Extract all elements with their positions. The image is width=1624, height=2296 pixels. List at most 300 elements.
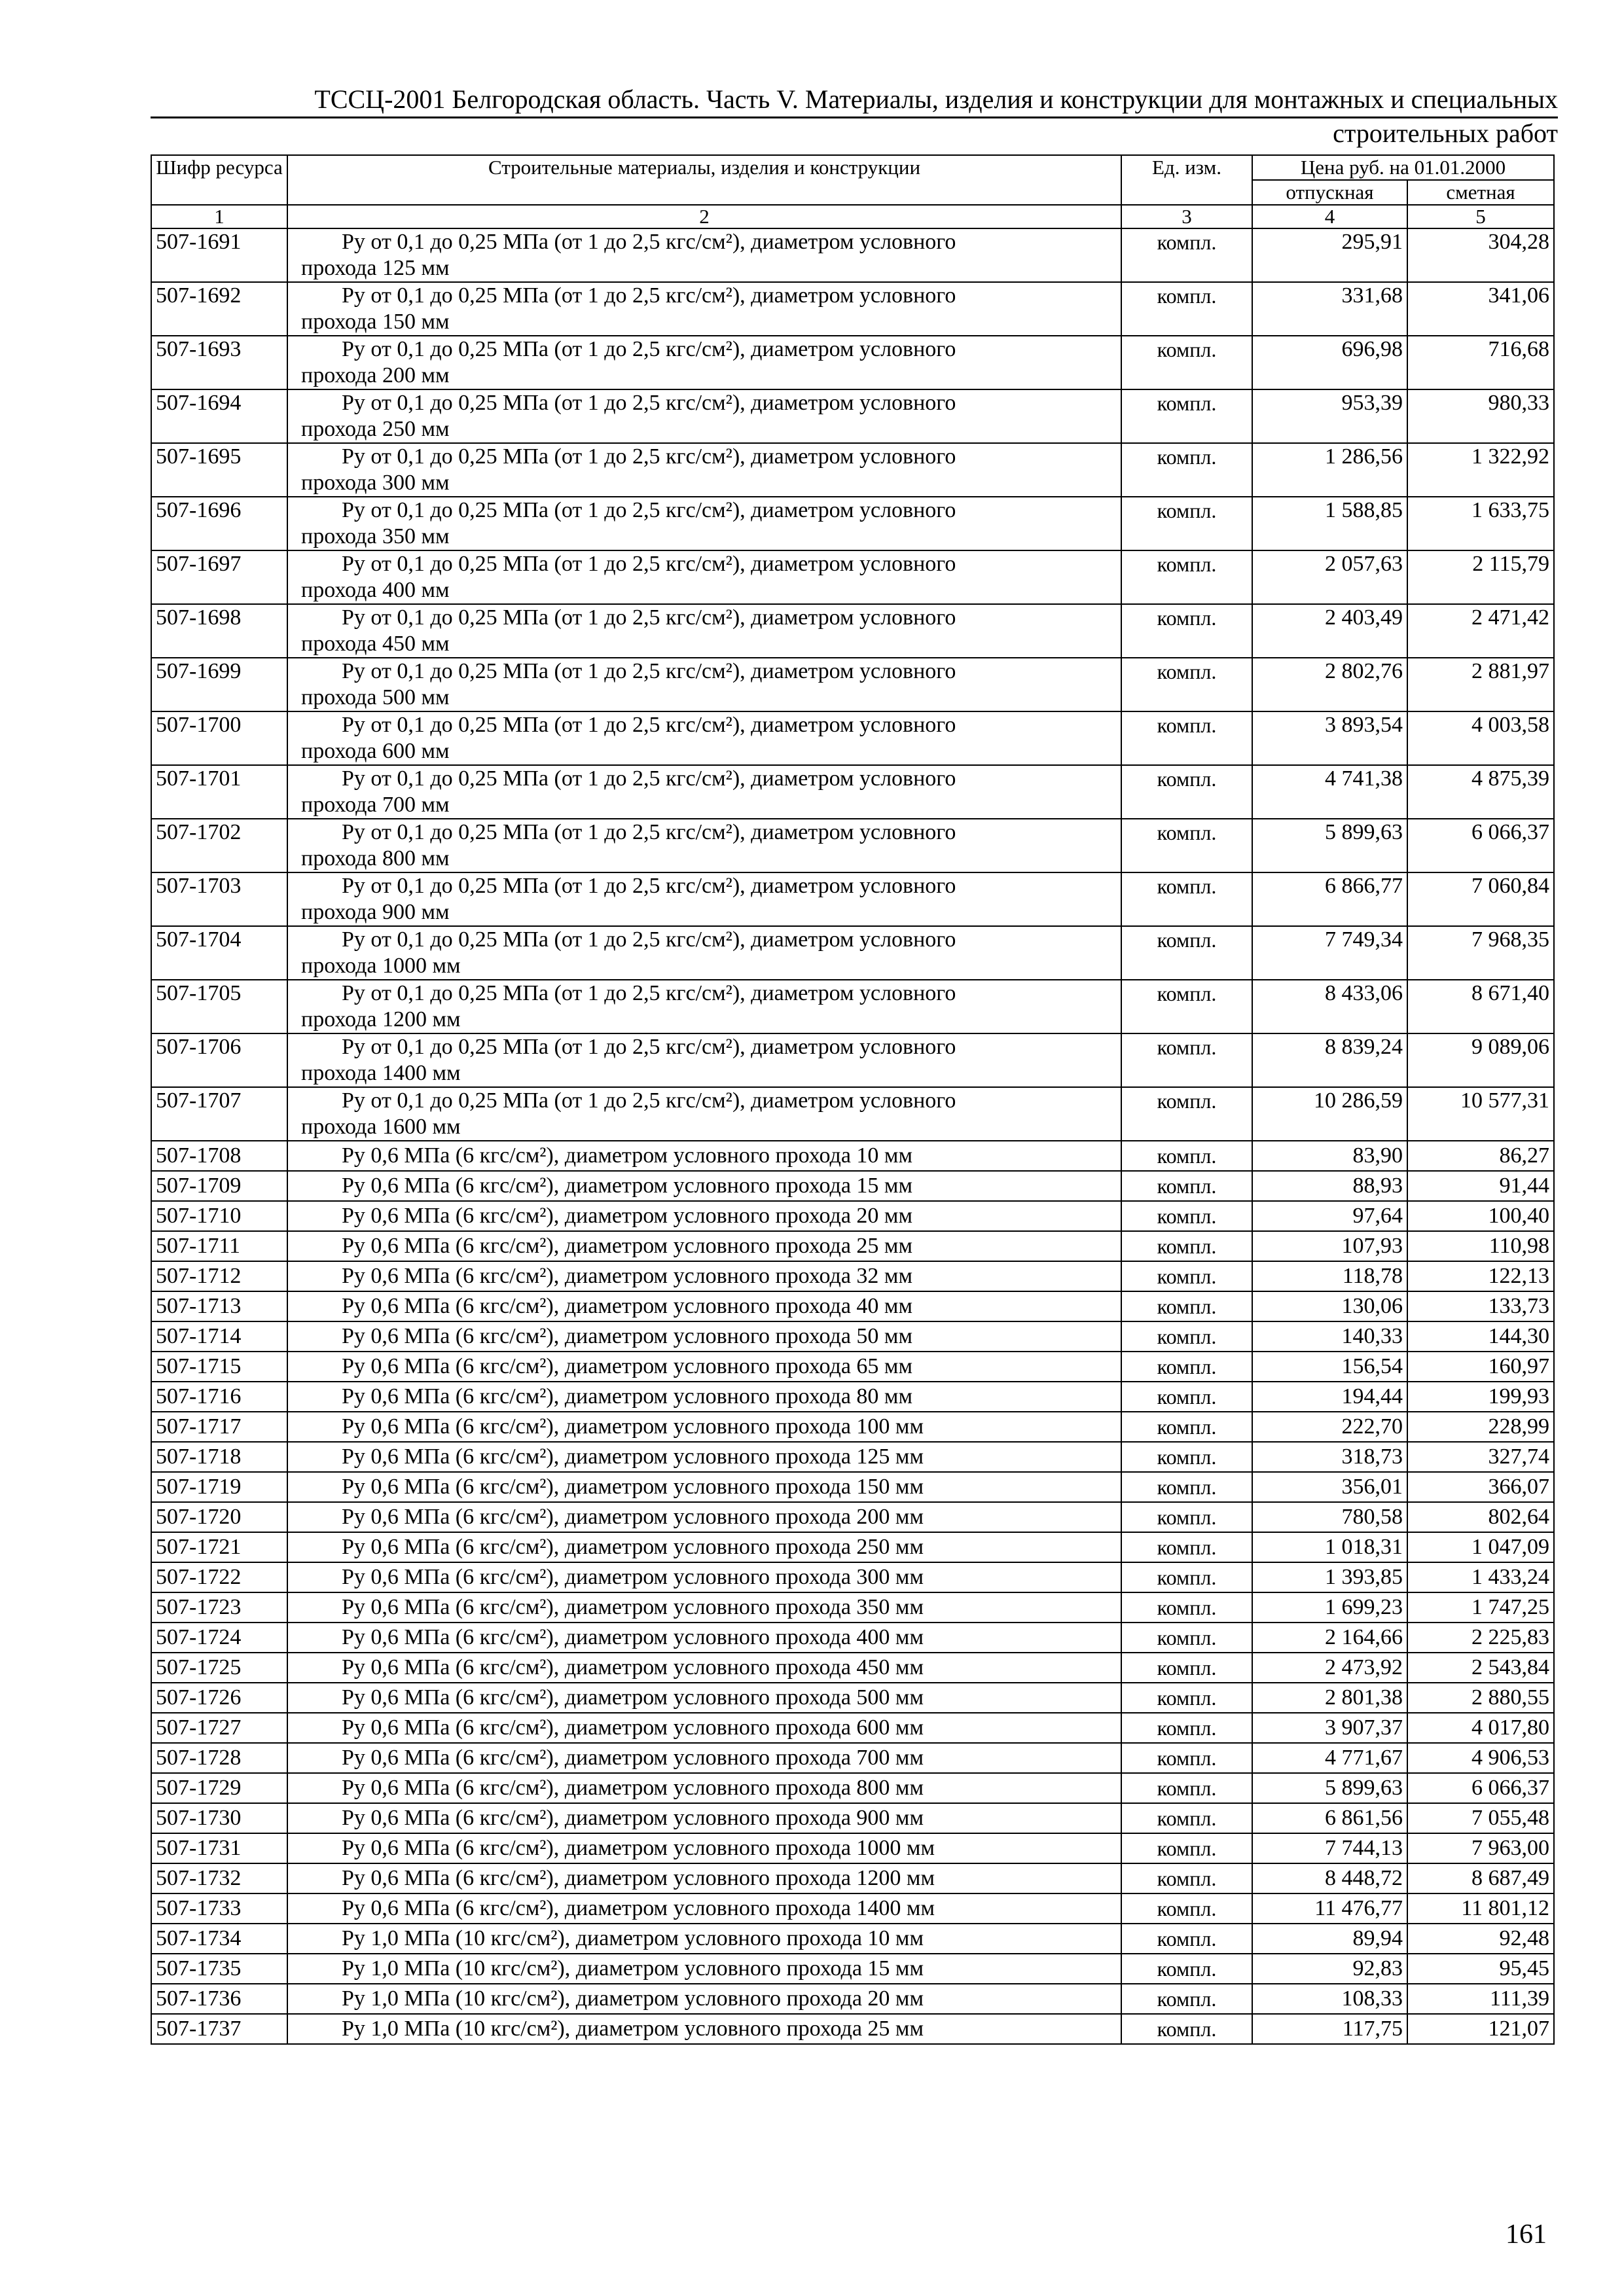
- estimate-price: 6 066,37: [1407, 1773, 1554, 1803]
- table-row: [151, 1863, 1554, 1893]
- resource-code: 507-1716: [151, 1382, 287, 1412]
- unit-of-measure: компл.: [1121, 711, 1252, 765]
- table-row: [151, 1893, 1554, 1924]
- resource-code: 507-1730: [151, 1803, 287, 1833]
- resource-code: 507-1715: [151, 1352, 287, 1382]
- resource-code: 507-1697: [151, 550, 287, 604]
- table-row: [151, 1562, 1554, 1592]
- table-row: [151, 1502, 1554, 1532]
- table-row: [151, 872, 1554, 926]
- unit-of-measure: компл.: [1121, 1502, 1252, 1532]
- unit-of-measure: компл.: [1121, 1261, 1252, 1291]
- table-row: [151, 2014, 1554, 2044]
- release-price: 5 899,63: [1252, 1773, 1407, 1803]
- header-release-price: отпускная: [1252, 180, 1407, 205]
- column-number: 2: [287, 205, 1121, 228]
- description-line: Ру 0,6 МПа (6 кгс/см²), диаметром условного прохода 150 мм: [342, 1475, 924, 1499]
- header-title-continued: строительных работ: [1333, 118, 1558, 148]
- estimate-price: 133,73: [1407, 1291, 1554, 1321]
- description-line: Ру 0,6 МПа (6 кгс/см²), диаметром условного прохода 300 мм: [342, 1565, 924, 1589]
- release-price: 88,93: [1252, 1171, 1407, 1201]
- table-body: [151, 228, 1554, 2044]
- release-price: 780,58: [1252, 1502, 1407, 1532]
- description-line: Ру 0,6 МПа (6 кгс/см²), диаметром условного прохода 40 мм: [342, 1294, 912, 1318]
- unit-of-measure: компл.: [1121, 926, 1252, 980]
- description-line: Ру 0,6 МПа (6 кгс/см²), диаметром условного прохода 250 мм: [342, 1535, 924, 1559]
- estimate-price: 1 047,09: [1407, 1532, 1554, 1562]
- table-header-row: [151, 155, 1554, 180]
- description-line: Ру 0,6 МПа (6 кгс/см²), диаметром условного прохода 350 мм: [342, 1595, 924, 1619]
- unit-of-measure: компл.: [1121, 1382, 1252, 1412]
- description-line-continued: прохода 900 мм: [301, 900, 450, 924]
- material-description: [287, 819, 1121, 872]
- material-description: [287, 1833, 1121, 1863]
- description-line: Ру 1,0 МПа (10 кгс/см²), диаметром условного прохода 15 мм: [342, 1956, 924, 1981]
- material-description: [287, 1291, 1121, 1321]
- unit-of-measure: компл.: [1121, 336, 1252, 389]
- unit-of-measure: компл.: [1121, 1833, 1252, 1863]
- column-number: 1: [151, 205, 287, 228]
- unit-of-measure: компл.: [1121, 1683, 1252, 1713]
- table-row: [151, 1261, 1554, 1291]
- release-price: 10 286,59: [1252, 1087, 1407, 1141]
- description-line-continued: прохода 150 мм: [301, 310, 450, 334]
- unit-of-measure: компл.: [1121, 1623, 1252, 1653]
- release-price: 89,94: [1252, 1924, 1407, 1954]
- release-price: 130,06: [1252, 1291, 1407, 1321]
- unit-of-measure: компл.: [1121, 1893, 1252, 1924]
- estimate-price: 2 543,84: [1407, 1653, 1554, 1683]
- table-row: [151, 1442, 1554, 1472]
- material-description: [287, 872, 1121, 926]
- resource-code: 507-1734: [151, 1924, 287, 1954]
- description-line: Ру от 0,1 до 0,25 МПа (от 1 до 2,5 кгс/см²), диаметром условного: [342, 927, 956, 952]
- estimate-price: 100,40: [1407, 1201, 1554, 1231]
- material-description: [287, 1623, 1121, 1653]
- table-row: [151, 1033, 1554, 1087]
- material-description: [287, 389, 1121, 443]
- resource-code: 507-1722: [151, 1562, 287, 1592]
- description-line: Ру 1,0 МПа (10 кгс/см²), диаметром условного прохода 10 мм: [342, 1926, 924, 1950]
- unit-of-measure: компл.: [1121, 980, 1252, 1033]
- resource-code: 507-1724: [151, 1623, 287, 1653]
- header-unit: Ед. изм.: [1121, 155, 1252, 205]
- estimate-price: 10 577,31: [1407, 1087, 1554, 1141]
- resource-code: 507-1733: [151, 1893, 287, 1924]
- unit-of-measure: компл.: [1121, 1653, 1252, 1683]
- description-line: Ру от 0,1 до 0,25 МПа (от 1 до 2,5 кгс/см²), диаметром условного: [342, 766, 956, 791]
- estimate-price: 144,30: [1407, 1321, 1554, 1352]
- release-price: 8 433,06: [1252, 980, 1407, 1033]
- release-price: 118,78: [1252, 1261, 1407, 1291]
- material-description: [287, 926, 1121, 980]
- resource-code: 507-1720: [151, 1502, 287, 1532]
- description-line: Ру 0,6 МПа (6 кгс/см²), диаметром условного прохода 500 мм: [342, 1685, 924, 1710]
- estimate-price: 1 747,25: [1407, 1592, 1554, 1623]
- table-row: [151, 1773, 1554, 1803]
- unit-of-measure: компл.: [1121, 1321, 1252, 1352]
- estimate-price: 1 633,75: [1407, 497, 1554, 550]
- unit-of-measure: компл.: [1121, 1087, 1252, 1141]
- material-description: [287, 1442, 1121, 1472]
- unit-of-measure: компл.: [1121, 2014, 1252, 2044]
- material-description: [287, 1033, 1121, 1087]
- table-row: [151, 1321, 1554, 1352]
- resource-code: 507-1725: [151, 1653, 287, 1683]
- unit-of-measure: компл.: [1121, 1803, 1252, 1833]
- release-price: 194,44: [1252, 1382, 1407, 1412]
- page-number: 161: [1506, 2219, 1547, 2250]
- table-row: [151, 1924, 1554, 1954]
- description-line-continued: прохода 600 мм: [301, 739, 450, 763]
- estimate-price: 4 017,80: [1407, 1713, 1554, 1743]
- material-description: [287, 1954, 1121, 1984]
- resource-code: 507-1729: [151, 1773, 287, 1803]
- resource-code: 507-1714: [151, 1321, 287, 1352]
- material-description: [287, 1201, 1121, 1231]
- estimate-price: 92,48: [1407, 1924, 1554, 1954]
- release-price: 108,33: [1252, 1984, 1407, 2014]
- release-price: 7 744,13: [1252, 1833, 1407, 1863]
- unit-of-measure: компл.: [1121, 389, 1252, 443]
- unit-of-measure: компл.: [1121, 1033, 1252, 1087]
- release-price: 2 801,38: [1252, 1683, 1407, 1713]
- release-price: 3 893,54: [1252, 711, 1407, 765]
- description-line: Ру 0,6 МПа (6 кгс/см²), диаметром условного прохода 100 мм: [342, 1414, 924, 1439]
- release-price: 1 393,85: [1252, 1562, 1407, 1592]
- release-price: 1 286,56: [1252, 443, 1407, 497]
- estimate-price: 7 963,00: [1407, 1833, 1554, 1863]
- resource-code: 507-1732: [151, 1863, 287, 1893]
- material-description: [287, 1321, 1121, 1352]
- unit-of-measure: компл.: [1121, 1773, 1252, 1803]
- release-price: 1 699,23: [1252, 1592, 1407, 1623]
- material-description: [287, 1924, 1121, 1954]
- material-description: [287, 1502, 1121, 1532]
- release-price: 11 476,77: [1252, 1893, 1407, 1924]
- estimate-price: 4 906,53: [1407, 1743, 1554, 1773]
- unit-of-measure: компл.: [1121, 1532, 1252, 1562]
- release-price: 3 907,37: [1252, 1713, 1407, 1743]
- unit-of-measure: компл.: [1121, 443, 1252, 497]
- material-description: [287, 1803, 1121, 1833]
- table-row: [151, 443, 1554, 497]
- material-description: [287, 604, 1121, 658]
- unit-of-measure: компл.: [1121, 497, 1252, 550]
- resource-code: 507-1721: [151, 1532, 287, 1562]
- unit-of-measure: компл.: [1121, 1954, 1252, 1984]
- release-price: 2 802,76: [1252, 658, 1407, 711]
- resource-code: 507-1736: [151, 1984, 287, 2014]
- description-line: Ру 0,6 МПа (6 кгс/см²), диаметром условного прохода 1200 мм: [342, 1866, 935, 1890]
- estimate-price: 2 225,83: [1407, 1623, 1554, 1653]
- price-table: [151, 154, 1555, 2045]
- resource-code: 507-1737: [151, 2014, 287, 2044]
- estimate-price: 366,07: [1407, 1472, 1554, 1502]
- material-description: [287, 711, 1121, 765]
- description-line: Ру от 0,1 до 0,25 МПа (от 1 до 2,5 кгс/см²), диаметром условного: [342, 605, 956, 630]
- release-price: 6 866,77: [1252, 872, 1407, 926]
- release-price: 156,54: [1252, 1352, 1407, 1382]
- release-price: 5 899,63: [1252, 819, 1407, 872]
- resource-code: 507-1694: [151, 389, 287, 443]
- table-row: [151, 1412, 1554, 1442]
- release-price: 295,91: [1252, 228, 1407, 282]
- table-row: [151, 1291, 1554, 1321]
- table-row: [151, 1683, 1554, 1713]
- description-line-continued: прохода 1400 мм: [301, 1061, 461, 1085]
- estimate-price: 304,28: [1407, 228, 1554, 282]
- description-line-continued: прохода 450 мм: [301, 632, 450, 656]
- release-price: 8 448,72: [1252, 1863, 1407, 1893]
- unit-of-measure: компл.: [1121, 1291, 1252, 1321]
- material-description: [287, 1713, 1121, 1743]
- release-price: 222,70: [1252, 1412, 1407, 1442]
- release-price: 4 741,38: [1252, 765, 1407, 819]
- column-number: 3: [1121, 205, 1252, 228]
- material-description: [287, 1231, 1121, 1261]
- description-line: Ру 0,6 МПа (6 кгс/см²), диаметром условного прохода 65 мм: [342, 1354, 912, 1378]
- material-description: [287, 228, 1121, 282]
- description-line-continued: прохода 125 мм: [301, 256, 450, 280]
- table-row: [151, 336, 1554, 389]
- unit-of-measure: компл.: [1121, 604, 1252, 658]
- estimate-price: 6 066,37: [1407, 819, 1554, 872]
- material-description: [287, 1087, 1121, 1141]
- resource-code: 507-1701: [151, 765, 287, 819]
- description-line: Ру 1,0 МПа (10 кгс/см²), диаметром условного прохода 25 мм: [342, 2017, 924, 2041]
- estimate-price: 2 881,97: [1407, 658, 1554, 711]
- table-row: [151, 282, 1554, 336]
- release-price: 318,73: [1252, 1442, 1407, 1472]
- material-description: [287, 1743, 1121, 1773]
- resource-code: 507-1702: [151, 819, 287, 872]
- description-line: Ру от 0,1 до 0,25 МПа (от 1 до 2,5 кгс/см²), диаметром условного: [342, 230, 956, 254]
- description-line-continued: прохода 200 мм: [301, 363, 450, 387]
- release-price: 97,64: [1252, 1201, 1407, 1231]
- unit-of-measure: компл.: [1121, 1713, 1252, 1743]
- description-line: Ру от 0,1 до 0,25 МПа (от 1 до 2,5 кгс/см²), диаметром условного: [342, 981, 956, 1005]
- release-price: 2 403,49: [1252, 604, 1407, 658]
- description-line-continued: прохода 1600 мм: [301, 1115, 461, 1139]
- table-row: [151, 228, 1554, 282]
- resource-code: 507-1708: [151, 1141, 287, 1171]
- description-line: Ру 0,6 МПа (6 кгс/см²), диаметром условного прохода 80 мм: [342, 1384, 912, 1408]
- description-line: Ру 0,6 МПа (6 кгс/см²), диаметром условного прохода 400 мм: [342, 1625, 924, 1649]
- estimate-price: 7 060,84: [1407, 872, 1554, 926]
- resource-code: 507-1706: [151, 1033, 287, 1087]
- material-description: [287, 1352, 1121, 1382]
- release-price: 696,98: [1252, 336, 1407, 389]
- release-price: 6 861,56: [1252, 1803, 1407, 1833]
- description-line: Ру 0,6 МПа (6 кгс/см²), диаметром условного прохода 450 мм: [342, 1655, 924, 1679]
- unit-of-measure: компл.: [1121, 1171, 1252, 1201]
- release-price: 356,01: [1252, 1472, 1407, 1502]
- estimate-price: 4 003,58: [1407, 711, 1554, 765]
- column-number: 5: [1407, 205, 1554, 228]
- resource-code: 507-1704: [151, 926, 287, 980]
- material-description: [287, 1984, 1121, 2014]
- description-line-continued: прохода 350 мм: [301, 524, 450, 548]
- header-title: ТССЦ-2001 Белгородская область. Часть V. Материалы, изделия и конструкции для монтажных и специальных: [314, 84, 1558, 114]
- unit-of-measure: компл.: [1121, 1201, 1252, 1231]
- description-line: Ру от 0,1 до 0,25 МПа (от 1 до 2,5 кгс/см²), диаметром условного: [342, 552, 956, 576]
- description-line: Ру от 0,1 до 0,25 МПа (от 1 до 2,5 кгс/см²), диаметром условного: [342, 1088, 956, 1113]
- description-line-continued: прохода 400 мм: [301, 578, 450, 602]
- resource-code: 507-1727: [151, 1713, 287, 1743]
- description-line-continued: прохода 500 мм: [301, 685, 450, 709]
- header-estimate-price: сметная: [1407, 180, 1554, 205]
- table-row: [151, 926, 1554, 980]
- table-row: [151, 658, 1554, 711]
- description-line-continued: прохода 300 мм: [301, 471, 450, 495]
- description-line: Ру 0,6 МПа (6 кгс/см²), диаметром условного прохода 32 мм: [342, 1264, 912, 1288]
- description-line: Ру 0,6 МПа (6 кгс/см²), диаметром условного прохода 900 мм: [342, 1806, 924, 1830]
- material-description: [287, 658, 1121, 711]
- description-line: Ру от 0,1 до 0,25 МПа (от 1 до 2,5 кгс/см²), диаметром условного: [342, 820, 956, 844]
- resource-code: 507-1703: [151, 872, 287, 926]
- resource-code: 507-1710: [151, 1201, 287, 1231]
- estimate-price: 2 115,79: [1407, 550, 1554, 604]
- description-line-continued: прохода 1000 мм: [301, 954, 461, 978]
- table-row: [151, 1954, 1554, 1984]
- resource-code: 507-1726: [151, 1683, 287, 1713]
- material-description: [287, 1863, 1121, 1893]
- material-description: [287, 1653, 1121, 1683]
- table-row: [151, 711, 1554, 765]
- description-line: Ру 0,6 МПа (6 кгс/см²), диаметром условного прохода 25 мм: [342, 1234, 912, 1258]
- table-row: [151, 819, 1554, 872]
- estimate-price: 7 055,48: [1407, 1803, 1554, 1833]
- description-line: Ру 0,6 МПа (6 кгс/см²), диаметром условного прохода 10 мм: [342, 1143, 912, 1168]
- unit-of-measure: компл.: [1121, 1412, 1252, 1442]
- description-line: Ру от 0,1 до 0,25 МПа (от 1 до 2,5 кгс/см²), диаметром условного: [342, 444, 956, 469]
- resource-code: 507-1718: [151, 1442, 287, 1472]
- unit-of-measure: компл.: [1121, 282, 1252, 336]
- estimate-price: 1 322,92: [1407, 443, 1554, 497]
- description-line: Ру 0,6 МПа (6 кгс/см²), диаметром условного прохода 800 мм: [342, 1776, 924, 1800]
- description-line: Ру от 0,1 до 0,25 МПа (от 1 до 2,5 кгс/см²), диаметром условного: [342, 874, 956, 898]
- unit-of-measure: компл.: [1121, 819, 1252, 872]
- material-description: [287, 1773, 1121, 1803]
- estimate-price: 86,27: [1407, 1141, 1554, 1171]
- table-row: [151, 1171, 1554, 1201]
- resource-code: 507-1728: [151, 1743, 287, 1773]
- estimate-price: 2 471,42: [1407, 604, 1554, 658]
- release-price: 1 018,31: [1252, 1532, 1407, 1562]
- estimate-price: 111,39: [1407, 1984, 1554, 2014]
- release-price: 7 749,34: [1252, 926, 1407, 980]
- material-description: [287, 336, 1121, 389]
- description-line-continued: прохода 250 мм: [301, 417, 450, 441]
- table-row: [151, 1382, 1554, 1412]
- release-price: 8 839,24: [1252, 1033, 1407, 1087]
- material-description: [287, 497, 1121, 550]
- release-price: 2 057,63: [1252, 550, 1407, 604]
- header-name: Строительные материалы, изделия и конструкции: [287, 155, 1121, 205]
- unit-of-measure: компл.: [1121, 1141, 1252, 1171]
- table-row: [151, 1592, 1554, 1623]
- resource-code: 507-1705: [151, 980, 287, 1033]
- header-code: Шифр ресурса: [151, 155, 287, 205]
- material-description: [287, 2014, 1121, 2044]
- unit-of-measure: компл.: [1121, 1924, 1252, 1954]
- estimate-price: 7 968,35: [1407, 926, 1554, 980]
- estimate-price: 341,06: [1407, 282, 1554, 336]
- description-line: Ру от 0,1 до 0,25 МПа (от 1 до 2,5 кгс/см²), диаметром условного: [342, 498, 956, 522]
- resource-code: 507-1712: [151, 1261, 287, 1291]
- unit-of-measure: компл.: [1121, 1352, 1252, 1382]
- description-line: Ру 0,6 МПа (6 кгс/см²), диаметром условного прохода 700 мм: [342, 1746, 924, 1770]
- table-row: [151, 1623, 1554, 1653]
- resource-code: 507-1711: [151, 1231, 287, 1261]
- description-line: Ру от 0,1 до 0,25 МПа (от 1 до 2,5 кгс/см²), диаметром условного: [342, 1035, 956, 1059]
- unit-of-measure: компл.: [1121, 1562, 1252, 1592]
- description-line: Ру от 0,1 до 0,25 МПа (от 1 до 2,5 кгс/см²), диаметром условного: [342, 283, 956, 308]
- table-row: [151, 604, 1554, 658]
- release-price: 117,75: [1252, 2014, 1407, 2044]
- table-row: [151, 1803, 1554, 1833]
- material-description: [287, 1592, 1121, 1623]
- material-description: [287, 980, 1121, 1033]
- description-line: Ру 0,6 МПа (6 кгс/см²), диаметром условного прохода 600 мм: [342, 1715, 924, 1740]
- resource-code: 507-1719: [151, 1472, 287, 1502]
- description-line: Ру 0,6 МПа (6 кгс/см²), диаметром условного прохода 1400 мм: [342, 1896, 935, 1920]
- estimate-price: 11 801,12: [1407, 1893, 1554, 1924]
- description-line-continued: прохода 800 мм: [301, 846, 450, 870]
- release-price: 107,93: [1252, 1231, 1407, 1261]
- resource-code: 507-1699: [151, 658, 287, 711]
- description-line: Ру 0,6 МПа (6 кгс/см²), диаметром условного прохода 50 мм: [342, 1324, 912, 1348]
- description-line: Ру от 0,1 до 0,25 МПа (от 1 до 2,5 кгс/см²), диаметром условного: [342, 391, 956, 415]
- resource-code: 507-1695: [151, 443, 287, 497]
- estimate-price: 110,98: [1407, 1231, 1554, 1261]
- material-description: [287, 1683, 1121, 1713]
- material-description: [287, 765, 1121, 819]
- table-row: [151, 389, 1554, 443]
- table-row: [151, 980, 1554, 1033]
- description-line-continued: прохода 1200 мм: [301, 1007, 461, 1031]
- resource-code: 507-1696: [151, 497, 287, 550]
- estimate-price: 1 433,24: [1407, 1562, 1554, 1592]
- table-row: [151, 550, 1554, 604]
- material-description: [287, 443, 1121, 497]
- description-line: Ру 0,6 МПа (6 кгс/см²), диаметром условного прохода 15 мм: [342, 1174, 912, 1198]
- release-price: 4 771,67: [1252, 1743, 1407, 1773]
- estimate-price: 91,44: [1407, 1171, 1554, 1201]
- unit-of-measure: компл.: [1121, 228, 1252, 282]
- release-price: 92,83: [1252, 1954, 1407, 1984]
- description-line: Ру от 0,1 до 0,25 МПа (от 1 до 2,5 кгс/см²), диаметром условного: [342, 659, 956, 683]
- table-row: [151, 1472, 1554, 1502]
- material-description: [287, 1412, 1121, 1442]
- release-price: 953,39: [1252, 389, 1407, 443]
- estimate-price: 95,45: [1407, 1954, 1554, 1984]
- estimate-price: 716,68: [1407, 336, 1554, 389]
- table-row: [151, 1532, 1554, 1562]
- unit-of-measure: компл.: [1121, 658, 1252, 711]
- estimate-price: 980,33: [1407, 389, 1554, 443]
- column-number-row: [151, 205, 1554, 228]
- resource-code: 507-1691: [151, 228, 287, 282]
- unit-of-measure: компл.: [1121, 550, 1252, 604]
- description-line: Ру от 0,1 до 0,25 МПа (от 1 до 2,5 кгс/см²), диаметром условного: [342, 713, 956, 737]
- resource-code: 507-1700: [151, 711, 287, 765]
- unit-of-measure: компл.: [1121, 1592, 1252, 1623]
- resource-code: 507-1698: [151, 604, 287, 658]
- resource-code: 507-1713: [151, 1291, 287, 1321]
- unit-of-measure: компл.: [1121, 1984, 1252, 2014]
